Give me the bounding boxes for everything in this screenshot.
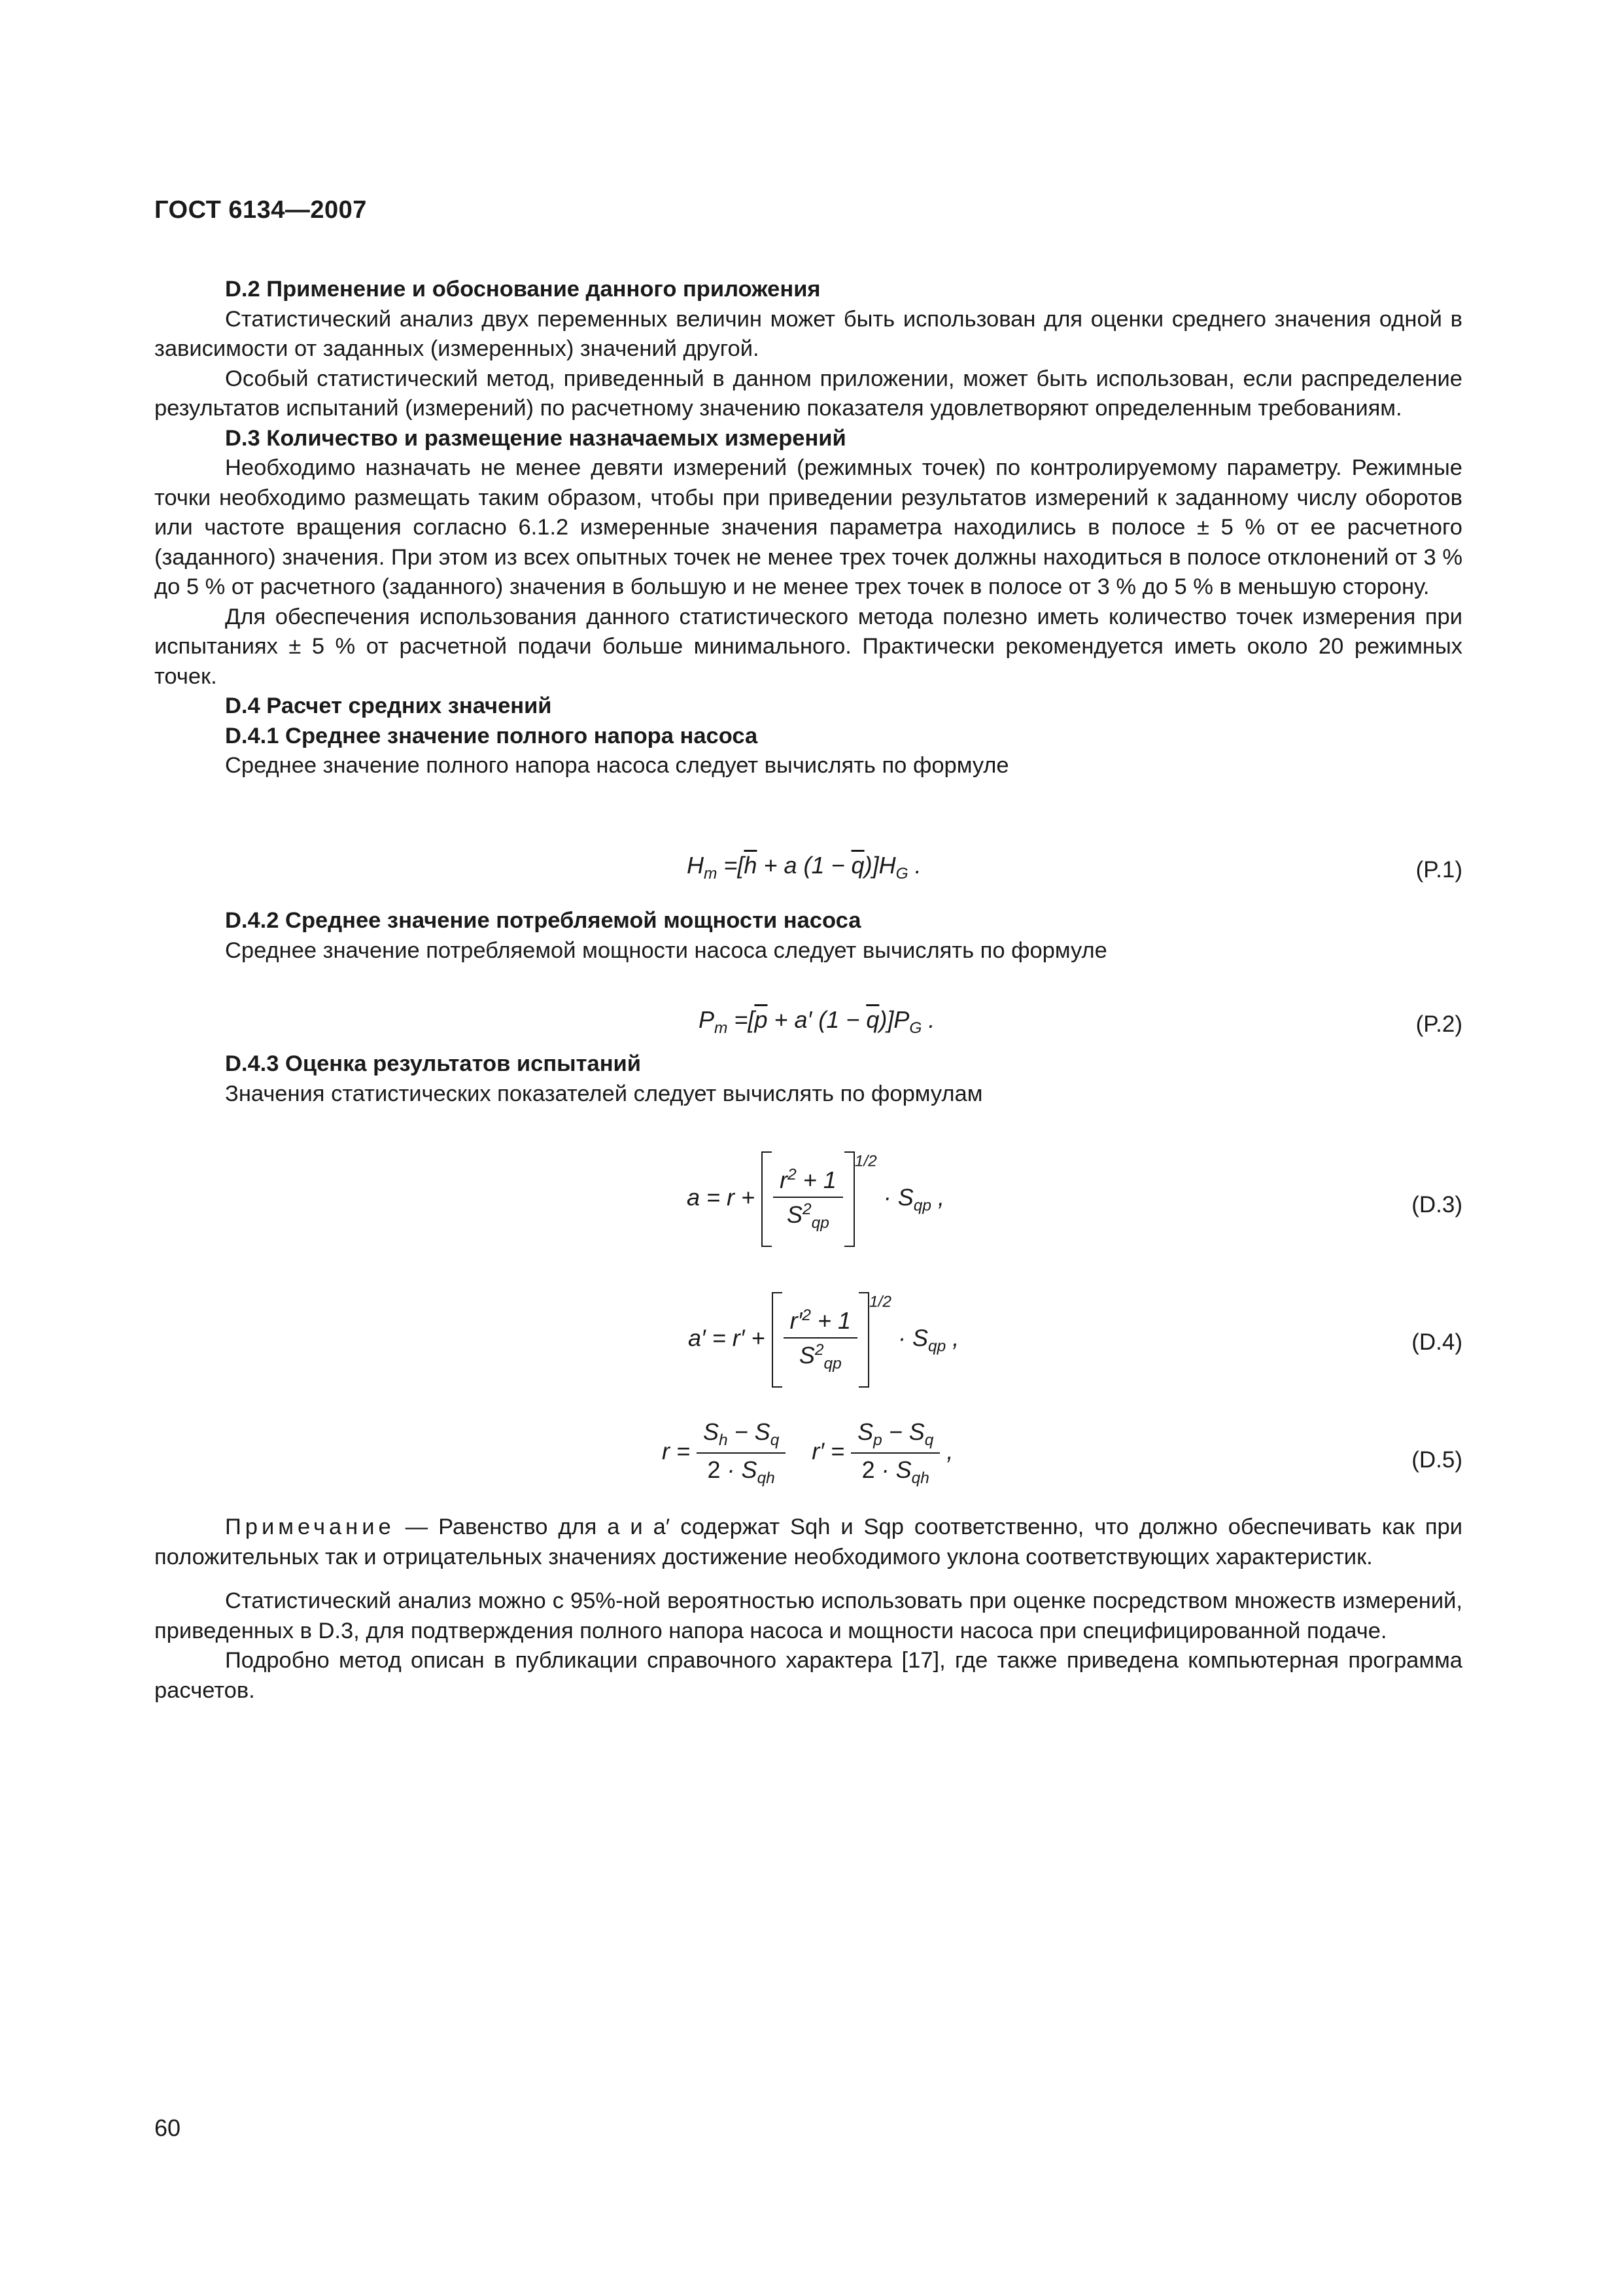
- equation-number-d5: (D.5): [1411, 1447, 1462, 1473]
- note-label: Примечание: [225, 1515, 395, 1539]
- heading-d3: D.3 Количество и размещение назначаемых измерений: [225, 425, 846, 451]
- heading-d42: D.4.2 Среднее значение потребляемой мощности насоса: [225, 908, 861, 933]
- heading-d43: D.4.3 Оценка результатов испытаний: [225, 1051, 641, 1076]
- paragraph-d43: Значения статистических показателей следует вычислять по формулам: [225, 1081, 983, 1106]
- page-number: 60: [154, 2114, 181, 2141]
- heading-d4: D.4 Расчет средних значений: [225, 693, 552, 718]
- paragraph-d3-2: Для обеспечения использования данного статистического метода полезно иметь количество точек измерения при испытаниях ± 5 % от расчетной подачи больше минимального. Практически рекомендуется иметь около 20 режимных точек.: [154, 604, 1462, 689]
- section-d43: [154, 1049, 1462, 1109]
- formula-p2: $P_m =[\overline{p} + a'$ $(1 - \overline{q})]P_G$ .: [699, 1006, 935, 1038]
- heading-d41: D.4.1 Среднее значение полного напора насоса: [225, 723, 758, 748]
- formula-d5: r = $\frac{S_h - S_q}{2 \cdot S_{qh}}$ r′ = $\frac{S_p - S_q}{2 \cdot S_{qh}}$ ,: [662, 1418, 954, 1488]
- equation-number-p1: (P.1): [1415, 857, 1462, 883]
- exponent-half-d3: 1/2: [854, 1152, 877, 1170]
- heading-d2: D.2 Применение и обоснование данного приложения: [225, 277, 821, 302]
- equation-number-p2: (P.2): [1415, 1011, 1462, 1037]
- note-text: — Равенство для a и a′ содержат Sqh и Sqp соответственно, что должно обеспечивать как при положительных так и отрицательных значениях достижение необходимого уклона соответствующих характеристик.: [154, 1515, 1462, 1569]
- section-d2-d41: [154, 275, 1462, 781]
- exponent-half-d4: 1/2: [869, 1293, 892, 1311]
- document-header: ГОСТ 6134—2007: [154, 196, 367, 224]
- paragraph-d3-1: Необходимо назначать не менее девяти измерений (режимных точек) по контролируемому параметру. Режимные точки необходимо размещать таким образом, чтобы при приведении результатов измерений к заданному числу оборотов или частоте вращения согласно 6.1.2 измеренные значения параметра находились в полосе ± 5 % от ее расчетного (заданного) значения. При этом из всех опытных точек не менее трех точек должны находиться в полосе отклонений от 3 % до 5 % от расчетного (заданного) значения в большую и не менее трех точек в полосе от 3 % до 5 % в меньшую сторону.: [154, 455, 1462, 599]
- section-d42: [154, 906, 1462, 966]
- formula-d4: a′ = r′ + $\frac{r'^2 + 1}{S^2_{qp}}$ $^{1/2} \cdot S_{qp}$ ,: [688, 1292, 959, 1388]
- paragraph-d41: Среднее значение полного напора насоса следует вычислять по формуле: [225, 753, 1009, 778]
- formula-p1: $H_m =[\overline{h} + a$ $(1 - \overline{q})]H_G$ .: [687, 852, 922, 883]
- note-paragraph: [154, 1513, 1462, 1572]
- paragraph-d2-1: Статистический анализ двух переменных величин может быть использован для оценки среднего значения одной в зависимости от заданных (измеренных) значений другой.: [154, 306, 1462, 361]
- paragraph-d42: Среднее значение потребляемой мощности насоса следует вычислять по формуле: [225, 937, 1107, 963]
- formula-d3: a = r + $\frac{r^2 + 1}{S^2_{qp}}$ $^{1/2} \cdot S_{qp}$ ,: [687, 1151, 944, 1247]
- paragraph-final-1: Статистический анализ можно с 95%-ной вероятностью использовать при оценке посредством множеств измерений, приведенных в D.3, для подтверждения полного напора насоса и мощности насоса при специфицированной подаче.: [154, 1588, 1462, 1643]
- paragraph-d2-2: Особый статистический метод, приведенный в данном приложении, может быть использован, если распределение результатов испытаний (измерений) по расчетному значению показателя удовлетворяют определенным требованиям.: [154, 366, 1462, 421]
- section-note: [154, 1513, 1462, 1706]
- equation-number-d3: (D.3): [1411, 1192, 1462, 1218]
- equation-number-d4: (D.4): [1411, 1329, 1462, 1355]
- paragraph-final-2: Подробно метод описан в публикации справочного характера [17], где также приведена компьютерная программа расчетов.: [154, 1648, 1462, 1703]
